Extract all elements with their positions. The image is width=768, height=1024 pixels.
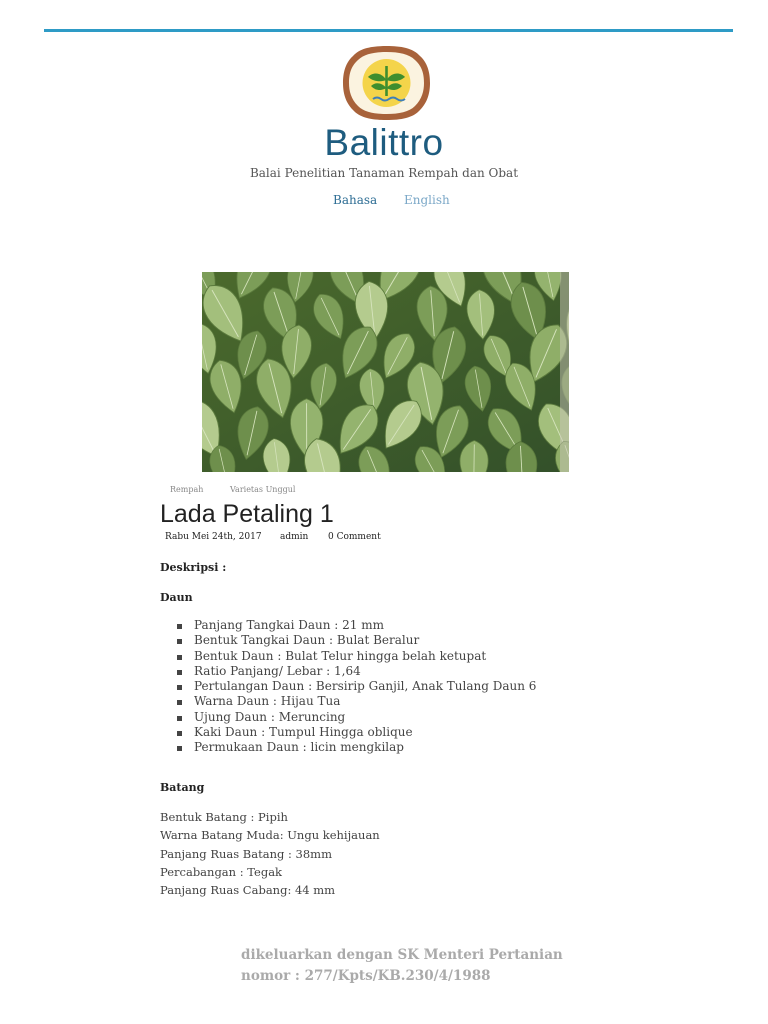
batang-line: Bentuk Batang : Pipih bbox=[160, 810, 288, 824]
sk-footer-note bbox=[241, 945, 563, 987]
language-link-bahasa[interactable]: Bahasa bbox=[333, 193, 378, 207]
batang-heading: Batang bbox=[160, 781, 205, 794]
list-item: Bentuk Tangkai Daun : Bulat Beralur bbox=[177, 633, 536, 648]
list-item: Ujung Daun : Meruncing bbox=[177, 710, 536, 725]
deskripsi-heading: Deskripsi : bbox=[160, 561, 227, 574]
post-title: Lada Petaling 1 bbox=[160, 500, 334, 528]
daun-list bbox=[177, 618, 536, 756]
footer-line: nomor : 277/Kpts/KB.230/4/1988 bbox=[241, 968, 491, 984]
list-item: Pertulangan Daun : Bersirip Ganjil, Anak Tulang Daun 6 bbox=[177, 679, 536, 694]
site-tagline: Balai Penelitian Tanaman Rempah dan Obat bbox=[249, 166, 519, 180]
batang-line: Warna Batang Muda: Ungu kehijauan bbox=[160, 828, 380, 843]
language-link-english[interactable]: English bbox=[404, 193, 450, 207]
category-link-rempah[interactable]: Rempah bbox=[170, 485, 204, 494]
list-item: Kaki Daun : Tumpul Hingga oblique bbox=[177, 725, 536, 740]
batang-line: Percabangan : Tegak bbox=[160, 864, 283, 879]
post-author-link[interactable]: admin bbox=[280, 532, 309, 542]
list-item: Permukaan Daun : licin mengkilap bbox=[177, 740, 536, 755]
post-featured-image bbox=[202, 272, 569, 472]
category-link-varietas-unggul[interactable]: Varietas Unggul bbox=[230, 485, 296, 494]
batang-line: Panjang Ruas Cabang: 44 mm bbox=[160, 883, 336, 898]
list-item: Panjang Tangkai Daun : 21 mm bbox=[177, 618, 536, 633]
balittro-logo[interactable] bbox=[341, 44, 432, 122]
post-comments-link[interactable]: 0 Comment bbox=[328, 532, 381, 542]
top-accent-bar bbox=[44, 29, 733, 32]
daun-heading: Daun bbox=[160, 591, 193, 604]
post-date: Rabu Mei 24th, 2017 bbox=[165, 532, 262, 542]
list-item: Ratio Panjang/ Lebar : 1,64 bbox=[177, 664, 536, 679]
site-title[interactable]: Balittro bbox=[324, 122, 444, 163]
batang-line: Panjang Ruas Batang : 38mm bbox=[160, 846, 332, 861]
footer-line: dikeluarkan dengan SK Menteri Pertanian bbox=[241, 947, 563, 963]
list-item: Bentuk Daun : Bulat Telur hingga belah ketupat bbox=[177, 649, 536, 664]
list-item: Warna Daun : Hijau Tua bbox=[177, 694, 536, 709]
batang-details bbox=[160, 808, 380, 899]
